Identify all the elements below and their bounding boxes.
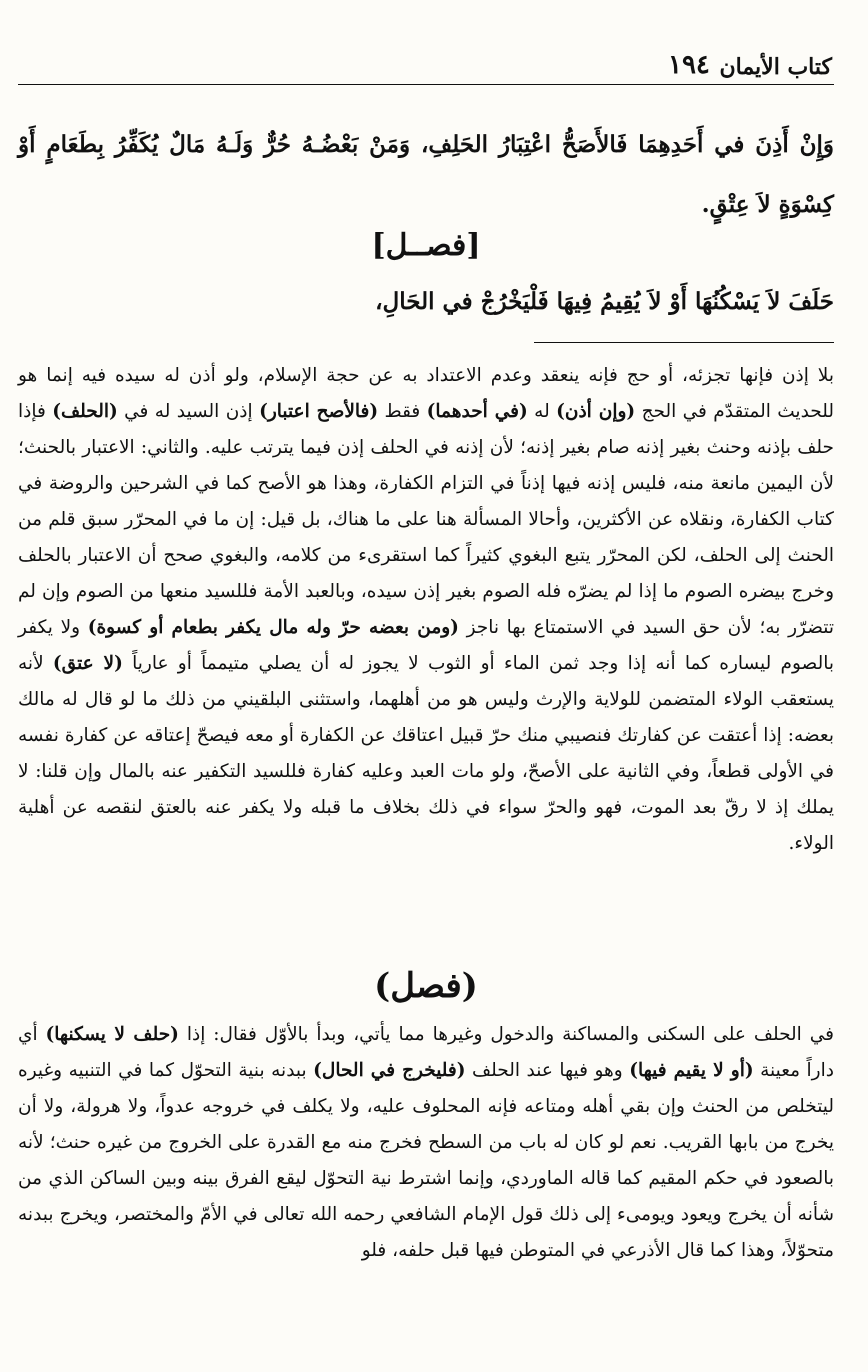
- matn-paragraph-1: وَإِنْ أَذِنَ في أَحَدِهِمَا فَالأَصَحُّ اعْتِبَارُ الحَلِفِ، وَمَنْ بَعْضُـهُ حُرٌّ وَلَـهُ مَالٌ يُكَفِّرُ بِطَعَامٍ أَوْ كِسْوَةٍ لاَ عِتْقٍ.: [18, 131, 834, 218]
- commentary-section-heading: (فصل): [374, 966, 478, 1006]
- commentary-text: أي داراً معينة: [18, 1024, 834, 1081]
- commentary-text: بلا إذن فإنها تجزئه، أو حج فإنه ينعقد وعدم الاعتداد به عن حجة الإسلام، ولو أذن له سيده فيه إنما هو للحديث المتقدّم في الحج: [18, 365, 834, 422]
- chapter-title: كتاب الأيمان: [719, 54, 832, 80]
- quoted-matn: (حلف لا يسكنها): [45, 1024, 179, 1045]
- quoted-matn: (الحلف): [52, 401, 118, 422]
- commentary-text: فإذا حلف بإذنه وحنث بغير إذنه صام بغير إذنه؛ لأن إذنه في الحلف إذن فيما يترتب عليه. والثاني: الاعتبار بالحنث؛ لأن اليمين مانعة منه، فليس إذنه فيها إذناً في التزام الكفارة، وهذا هو الأصح كما في الشرحين والروضة في كتاب الكفارة، ونقلاه عن الأكثرين، وأحالا المسألة هنا على ما هناك، بل قيل: إن ما في المحرّر سبق قلم من الحنث إلى الحلف، لكن المحرّر يتبع البغوي كثيراً كما استقرىء من كلامه، والبغوي صحح أن الاعتبار بالحلف وخرج بيضره الصوم ما إذا لم يضرّه فله الصوم بغير إذن سيده، وبالعبد الأمة فللسيد منعها من الصوم وإن لم تتضرّر به؛ لأن حق السيد في الاستمتاع بها ناجز: [18, 401, 834, 638]
- commentary-text: ولا يكفر بالصوم ليساره كما أنه إذا وجد ثمن الماء أو الثوب لا يجوز له أن يصلي متيمماً أو عارياً: [18, 617, 834, 674]
- matn-section-heading: [فصــل]: [371, 228, 481, 263]
- quoted-matn: (ومن بعضه حرّ وله مال يكفر بطعام أو كسوة): [87, 617, 459, 638]
- commentary-paragraph-1: [18, 358, 834, 862]
- quoted-matn: (فالأصح اعتبار): [259, 401, 379, 422]
- running-header: [18, 48, 834, 85]
- commentary-text: لأنه يستعقب الولاء المتضمن للولاية والإرث وليس هو من أهلهما، واستثنى البلقيني من ذلك ما لو قال له مالك بعضه: إذا أعتقت عن كفارتك فنصيبي منك حرّ قبيل اعتاقك عن الكفارة أو معه فيصحّ إعتاقه عن كفارة نفسه في الأولى قطعاً، وفي الثانية على الأصحّ، ولو مات العبد وعليه كفارة فللسيد التكفير عنه بالمال وإن قلنا: لا يملك إذ لا رقّ بعد الموت، فهو والحرّ سواء في ذلك بخلاف ما قبله ولا يكفر عنه بالعتق لنقصه عن أهلية الولاء.: [18, 653, 834, 854]
- page-number: ١٩٤: [668, 50, 710, 80]
- quoted-matn: (أو لا يقيم فيها): [629, 1060, 754, 1081]
- quoted-matn: (لا عتق): [52, 653, 123, 674]
- commentary-text: ببدنه بنية التحوّل كما في التنبيه وغيره ليتخلص من الحنث وإن بقي أهله ومتاعه فإنه المحلوف عليه، ولا يكلف في خروجه عدواً، ولا هرولة، ولا أن يخرج من بابها القريب. نعم لو كان له باب من السطح فخرج منه مع القدرة على الخروج من غيره حنث؛ لأنه بالصعود في حكم المقيم كما قاله الماوردي، وإنما اشترط نية التحوّل ليقع الفرق بينه وبين الساكن الذي من شأنه أن يخرج ويعود ويومىء إلى ذلك قول الإمام الشافعي رحمه الله تعالى في الأمّ والمختصر، ويخرج ببدنه متحوّلاً، وهذا كما قال الأذرعي في المتوطن فيها قبل حلفه، فلو: [18, 1060, 834, 1261]
- commentary-text: وهو فيها عند الحلف: [465, 1060, 630, 1081]
- footnote-divider: [534, 342, 834, 343]
- quoted-matn: (وإن أذن): [556, 401, 636, 422]
- commentary-text: له: [527, 401, 557, 422]
- quoted-matn: (فليخرج في الحال): [313, 1060, 466, 1081]
- commentary-text: في الحلف على السكنى والمساكنة والدخول وغيرها مما يأتي، وبدأ بالأوّل فقال: إذا: [178, 1024, 834, 1045]
- commentary-paragraph-2: [18, 1017, 834, 1269]
- matn-paragraph-2: حَلَفَ لاَ يَسْكُنُهَا أَوْ لاَ يُقِيمُ فِيهَا فَلْيَخْرُجْ في الحَالِ،: [375, 288, 834, 315]
- commentary-text: إذن السيد له في: [117, 401, 260, 422]
- book-page: [18, 0, 834, 1372]
- commentary-text: فقط: [378, 401, 427, 422]
- quoted-matn: (في أحدهما): [426, 401, 528, 422]
